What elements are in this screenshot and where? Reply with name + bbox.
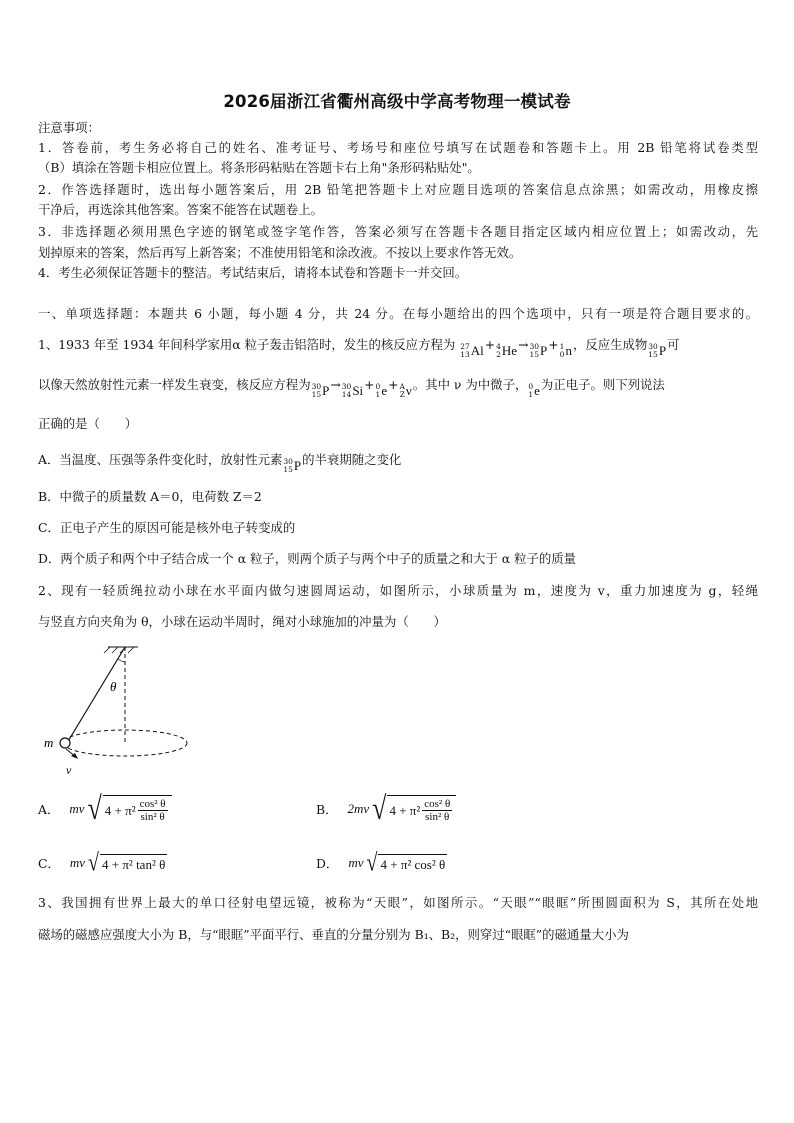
ball [60, 738, 70, 748]
q2-option-c: C． mv √ 4 + π² tan² θ [38, 849, 166, 877]
nuclide-positron: 0 1 e [528, 382, 540, 399]
q1-line-1: 1、1933 年至 1934 年间科学家用α 粒子轰击铝箔时，发生的核反应方程为 27 13 Al + 4 2 He → 30 15 P + 1 0 n ，反应生成物 30 15 P 可 [38, 337, 680, 359]
nuclide-p-product: 30 15 P [648, 342, 667, 359]
nuclide-al: 27 13 Al [460, 342, 484, 359]
q2-line-2: 与竖直方向夹角为 θ，小球在运动半周时，绳对小球施加的冲量为（ ） [38, 614, 446, 629]
velocity-label: v [66, 763, 72, 777]
q1-option-c: C．正电子产生的原因可能是核外电子转变成的 [38, 520, 296, 535]
q1-text-e: 可 [667, 337, 680, 352]
notice-line-2: （B）填涂在答题卡相应位置上。将条形码粘贴在答题卡右上角"条形码粘贴处"。 [38, 160, 480, 175]
section-heading: 一、单项选择题：本题共 6 小题，每小题 4 分，共 24 分。在每小题给出的四个选项中，只有一项是符合题目要求的。 [38, 306, 758, 321]
q1-line2-text-c: 为正电子。则下列说法 [540, 377, 665, 392]
nuclide-e: 0 1 e [375, 382, 388, 399]
q1-option-b: B．中微子的质量数 A＝0，电荷数 Z＝2 [38, 489, 262, 504]
page-title: 2026届浙江省衢州高级中学高考物理一模试卷 [223, 92, 571, 111]
nuclide-p: 30 15 P [529, 342, 548, 359]
notice-line-6: 划掉原来的答案，然后再写上新答案；不准使用铅笔和涂改液。不按以上要求作答无效。 [38, 245, 522, 260]
q2-line-1: 2、现有一轻质绳拉动小球在水平面内做匀速圆周运动，如图所示，小球质量为 m，速度为 v，重力加速度为 g，轻绳 [38, 583, 758, 598]
mass-label: m [44, 735, 54, 750]
q1-line-3: 正确的是（ ） [38, 416, 138, 431]
nuclide-he: 4 2 He [496, 342, 518, 359]
notice-heading: 注意事项： [38, 120, 100, 135]
q1-line2-text-a: 以像天然放射性元素一样发生衰变，核反应方程为 [38, 377, 311, 392]
q1-option-a-text: A．当温度、压强等条件变化时，放射性元素 [38, 452, 283, 467]
notice-line-5: 3．非选择题必须用黑色字迹的钢笔或签字笔作答，答案必须写在答题卡各题目指定区域内相应位置上；如需改动，先 [38, 224, 758, 239]
q1-option-a-text-b: 的半衰期随之变化 [302, 452, 402, 467]
angle-arc [118, 659, 125, 662]
q1-alpha: α [232, 337, 241, 352]
q2-option-a: A． mv √ 4 + π² $\frac{\text{cos² θ}}{\text{sin² θ}}$ [38, 795, 172, 823]
q1-text-d: ，反应生成物 [572, 337, 648, 352]
nuclide-p-option: 30 15 P [283, 457, 302, 474]
nuclide-n: 1 0 n [559, 342, 572, 359]
rope [67, 647, 125, 743]
q1-line-2: 以像天然放射性元素一样发生衰变，核反应方程为 30 15 P → 30 14 Si + 0 1 e + A Z ν 。其中 ν 为中微子， 0 1 e 为正电子。则下列说法 [38, 377, 665, 399]
q1-option-a [38, 452, 758, 474]
q2-option-b: B． 2mv √ 4 + π² $\frac{\text{cos² θ}}{\text{sin² θ}}$ [316, 795, 456, 823]
q1-text-c: 粒子轰击铝箔时，发生的核反应方程为 [240, 337, 456, 352]
nuclide-p-decay: 30 15 P [311, 382, 330, 399]
q1-option-d: D．两个质子和两个中子结合成一个 α 粒子，则两个质子与两个中子的质量之和大于 α 粒子的质量 [38, 551, 577, 566]
nuclide-si: 30 14 Si [341, 382, 364, 399]
conical-pendulum-figure [38, 643, 198, 778]
notice-line-4: 干净后，再选涂其他答案。答案不能答在试题卷上。 [38, 202, 323, 217]
notice-line-1: 1．答卷前，考生务必将自己的姓名、准考证号、考场号和座位号填写在试题卷和答题卡上。用 2B 铅笔将试卷类型 [38, 140, 758, 155]
notice-line-7: 4．考生必须保证答题卡的整洁。考试结束后，请将本试卷和答题卡一并交回。 [38, 265, 468, 280]
q3-line-1: 3、我国拥有世界上最大的单口径射电望远镜，被称为“天眼”，如图所示。“天眼”“眼眶”所围圆面积为 S，其所在处地 [38, 895, 758, 910]
q3-line-2: 磁场的磁感应强度大小为 B，与“眼眶”平面平行、垂直的分量分别为 B₁、B₂，则穿过“眼眶”的磁通量大小为 [38, 927, 629, 942]
theta-label: θ [110, 679, 117, 694]
q1-line2-text-b: 。其中 ν 为中微子， [412, 377, 528, 392]
notice-line-3: 2．作答选择题时，选出每小题答案后，用 2B 铅笔把答题卡上对应题目选项的答案信息点涂黑；如需改动，用橡皮擦 [38, 182, 758, 197]
nuclide-nu: A Z ν [399, 382, 412, 399]
q1-text-a: 1、1933 年至 1934 年间科学家用 [38, 337, 233, 352]
q2-option-d: D． mv √ 4 + π² cos² θ [316, 849, 446, 877]
